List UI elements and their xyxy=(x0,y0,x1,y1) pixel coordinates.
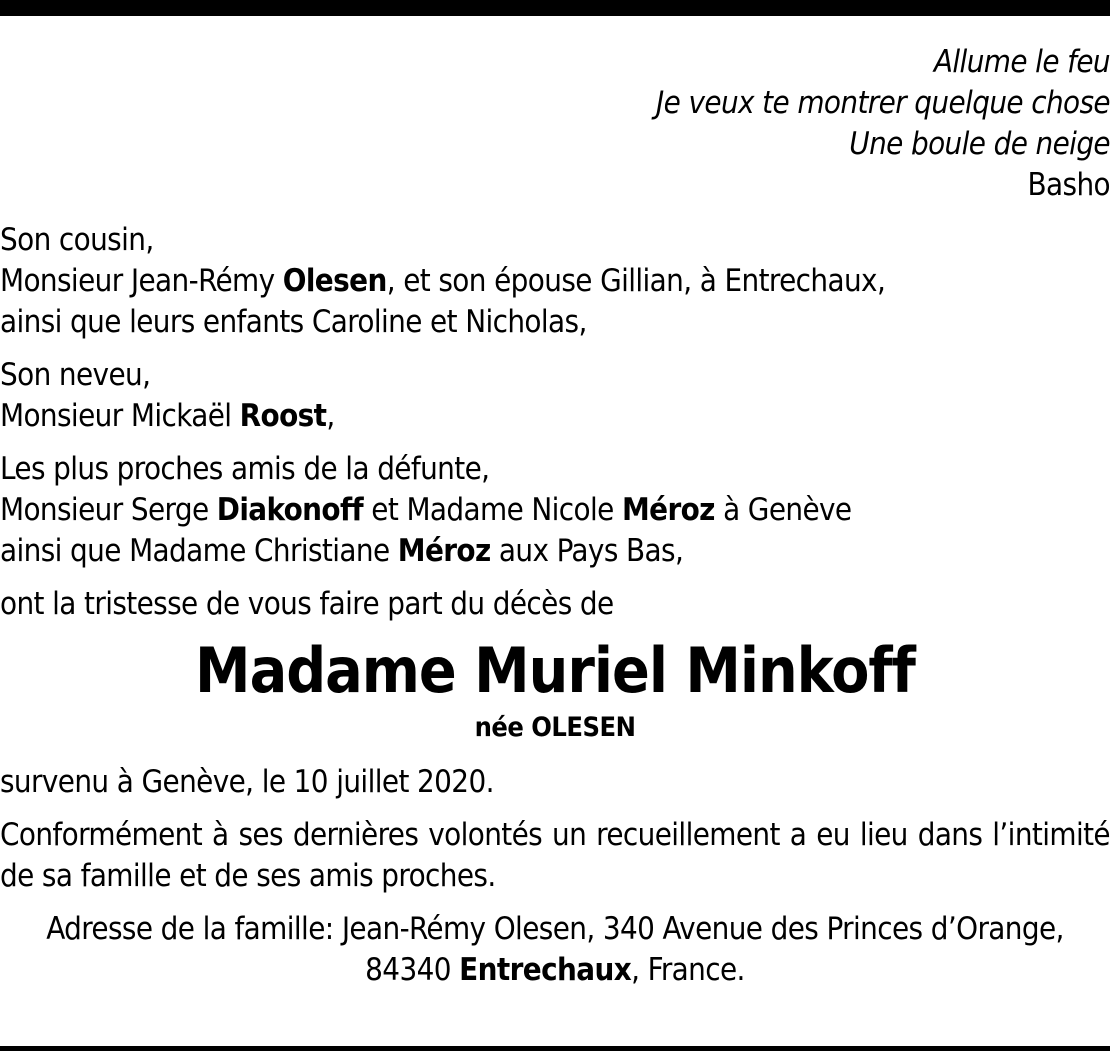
announcement: ont la tristesse de vous faire part du décès de xyxy=(0,586,614,622)
friends-block xyxy=(0,449,1110,572)
text: , et son épouse Gillian, à Entrechaux, xyxy=(386,263,886,299)
text: 84340 xyxy=(365,952,460,988)
address-line-1: Adresse de la famille: Jean-Rémy Olesen, 340 Avenue des Princes d’Orange, xyxy=(46,911,1064,947)
poem-line: Une boule de neige xyxy=(849,126,1110,162)
town: Entrechaux xyxy=(459,952,632,988)
surname: Méroz xyxy=(397,533,491,569)
surname: Roost xyxy=(239,398,327,434)
poem xyxy=(0,42,1110,206)
surname: Méroz xyxy=(621,492,715,528)
deceased-name: Madame Muriel Minkoff xyxy=(195,634,915,707)
address-line-2 xyxy=(0,950,1110,991)
top-rule xyxy=(0,0,1110,16)
bottom-rule xyxy=(0,1046,1110,1051)
deceased-block xyxy=(0,631,1110,745)
nephew-name-line xyxy=(0,396,1110,437)
ceremony-block: Conformément à ses dernières volontés un recueillement a eu lieu dans l’intimité de sa famille et de ses amis proches. xyxy=(0,817,1110,894)
nephew-intro: Son neveu, xyxy=(0,357,151,393)
announcement-block xyxy=(0,584,1110,625)
friends-intro: Les plus proches amis de la défunte, xyxy=(0,451,490,487)
nephew-block xyxy=(0,355,1110,437)
poem-line: Allume le feu xyxy=(933,44,1110,80)
text: Monsieur Mickaël xyxy=(0,398,240,434)
surname: Diakonoff xyxy=(216,492,364,528)
maiden-name: née OLESEN xyxy=(474,712,636,743)
obituary-notice xyxy=(0,42,1110,991)
poem-line: Je veux te montrer quelque chose xyxy=(656,85,1110,121)
address-block xyxy=(0,909,1110,991)
cousin-block xyxy=(0,220,1110,343)
text: , France. xyxy=(631,952,745,988)
friends-line-2 xyxy=(0,531,1110,572)
text: Monsieur Serge xyxy=(0,492,217,528)
cousin-children-line: ainsi que leurs enfants Caroline et Nicholas, xyxy=(0,304,587,340)
death-block xyxy=(0,762,1110,803)
cousin-name-line xyxy=(0,261,1110,302)
text: aux Pays Bas, xyxy=(490,533,684,569)
surname: Olesen xyxy=(282,263,387,299)
poem-author: Basho xyxy=(1027,167,1110,203)
text: ainsi que Madame Christiane xyxy=(0,533,398,569)
text: Monsieur Jean-Rémy xyxy=(0,263,283,299)
text: , xyxy=(326,398,335,434)
text: et Madame Nicole xyxy=(363,492,622,528)
cousin-intro: Son cousin, xyxy=(0,222,154,258)
text: à Genève xyxy=(714,492,852,528)
friends-line-1 xyxy=(0,490,1110,531)
death-date-place: survenu à Genève, le 10 juillet 2020. xyxy=(0,764,494,800)
